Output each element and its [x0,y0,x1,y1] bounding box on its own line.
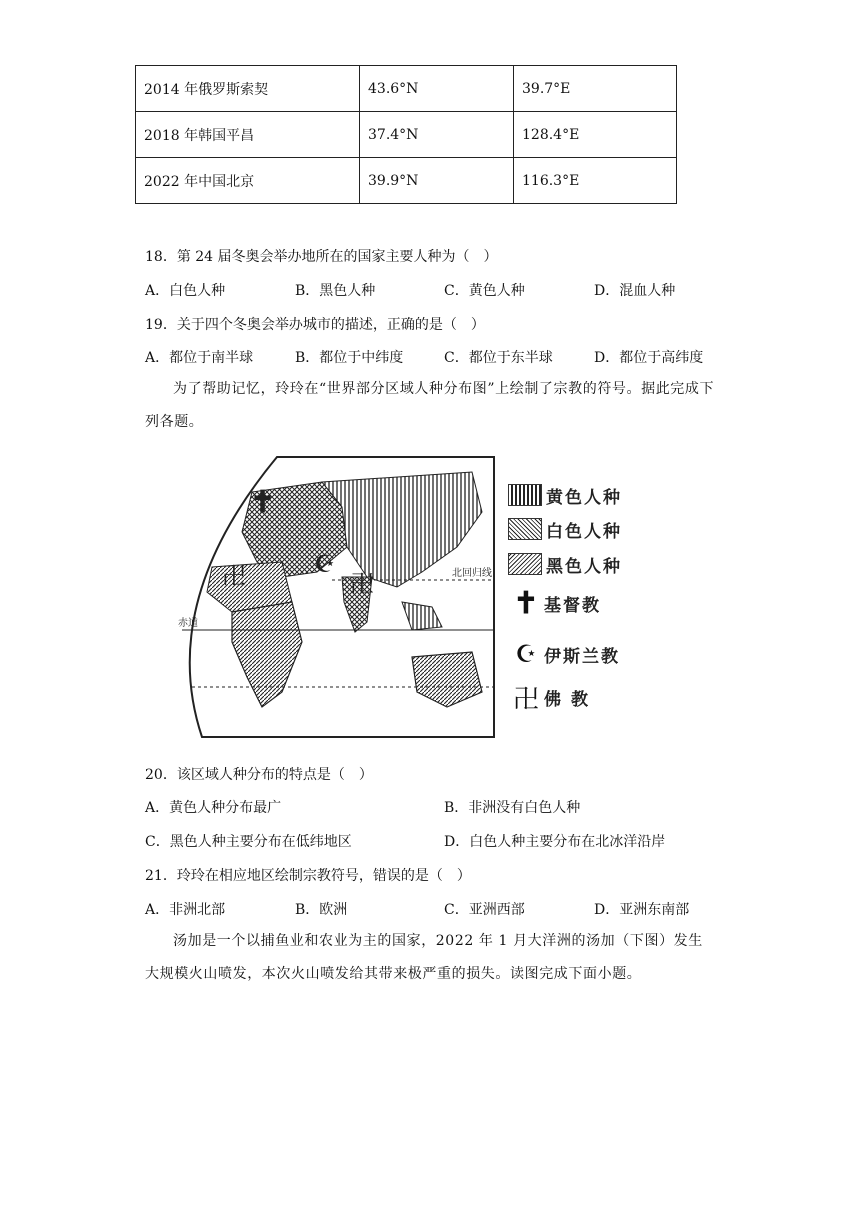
legend-label: 基督教 [544,595,601,616]
q21-option-b: B．欧洲 [295,902,348,918]
question-18-stem: 18．第 24 届冬奥会举办地所在的国家主要人种为（ ） [145,249,498,265]
christian-cross-icon: ✝ [513,585,539,621]
question-21-stem: 21．玲玲在相应地区绘制宗教符号，错误的是（ ） [145,868,471,884]
swastika-icon: 卍 [512,684,539,715]
intro-paragraph-tonga: 汤加是一个以捕鱼业和农业为主的国家，2022 年 1 月大洋洲的汤加（下图）发生大规模火山喷发，本次火山喷发给其带来极严重的损失。读图完成下面小题。 [145,933,703,982]
q18-option-d: D．混血人种 [594,283,676,299]
q21-option-a: A．非洲北部 [145,902,226,918]
q18-option-a: A．白色人种 [145,283,226,299]
vertical-stripe-swatch [508,484,542,506]
table-cell-event: 2018 年韩国平昌 [136,112,360,158]
legend-christianity [508,585,601,621]
q20-option-d: D．白色人种主要分布在北冰洋沿岸 [444,834,666,850]
q21-option-c: C．亚洲西部 [444,902,525,918]
table-cell-latitude: 43.6°N [360,66,514,112]
q19-option-c: C．都位于东半球 [444,350,553,366]
question-19-stem: 19．关于四个冬奥会举办城市的描述，正确的是（ ） [145,317,485,333]
legend-white-race [508,516,622,542]
buddhism-symbol-africa: 卍 [222,562,246,590]
table-cell-event: 2022 年中国北京 [136,158,360,204]
christian-cross-symbol: ✝ [250,485,276,520]
diagonal-stripe-swatch [508,553,542,575]
table-cell-latitude: 39.9°N [360,158,514,204]
table-cell-longitude: 128.4°E [514,112,677,158]
legend-label: 佛教 [544,689,598,710]
legend-black-race [508,551,622,577]
legend-islam [508,641,620,667]
q19-option-b: B．都位于中纬度 [295,350,404,366]
equator-label: 赤道 [178,618,198,629]
legend-label: 黄色人种 [546,487,622,508]
legend-label: 伊斯兰教 [544,646,620,667]
q18-option-b: B．黑色人种 [295,283,376,299]
q20-option-a: A．黄色人种分布最广 [145,800,282,816]
table-row [136,158,677,204]
q19-option-a: A．都位于南半球 [145,350,254,366]
olympics-table [135,65,677,204]
table-row [136,66,677,112]
table-cell-latitude: 37.4°N [360,112,514,158]
islam-flag-icon: ☪ [515,640,537,668]
q21-option-d: D．亚洲东南部 [594,902,690,918]
table-cell-longitude: 116.3°E [514,158,677,204]
legend-label: 黑色人种 [546,556,622,577]
tropic-label: 北回归线 [452,568,492,579]
q18-option-c: C．黄色人种 [444,283,525,299]
q19-option-d: D．都位于高纬度 [594,350,704,366]
question-20-stem: 20．该区域人种分布的特点是（ ） [145,767,373,783]
legend-label: 白色人种 [546,521,622,542]
q20-option-b: B．非洲没有白色人种 [444,800,581,816]
q20-option-c: C．黑色人种主要分布在低纬地区 [145,834,352,850]
table-cell-event: 2014 年俄罗斯索契 [136,66,360,112]
legend-buddhism [508,684,598,715]
intro-paragraph-race-map: 为了帮助记忆，玲玲在“世界部分区域人种分布图”上绘制了宗教的符号。据此完成下列各题。 [145,381,715,430]
legend-yellow-race [508,482,622,508]
islam-symbol: ☪ [314,550,336,578]
buddhism-symbol-asia: 卍 [350,570,374,598]
table-row [136,112,677,158]
table-cell-longitude: 39.7°E [514,66,677,112]
crosshatch-swatch [508,518,542,540]
